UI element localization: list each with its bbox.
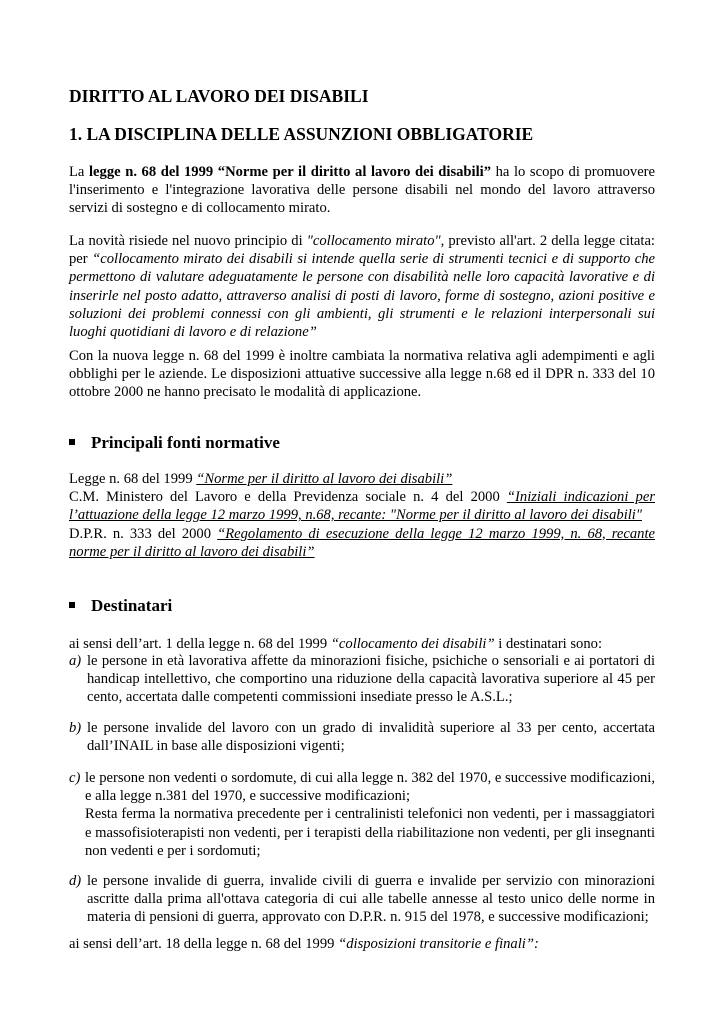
list-item	[69, 872, 655, 927]
paragraph-collocamento	[69, 232, 655, 341]
fonte-item	[69, 488, 655, 524]
section-label: Destinatari	[91, 596, 173, 615]
list-text: le persone in età lavorativa affette da minorazioni fisiche, psichiche o sensoriali e ai portatori di handicap intellettivo, che comportino una riduzione della capacità lavorativa superiore al 45 per cento, accertata dalle competenti commissioni insediate presso le A.S.L.;	[87, 653, 655, 706]
section-fonti-heading	[69, 433, 280, 453]
list-item	[69, 652, 655, 707]
list-marker: b)	[69, 720, 82, 736]
list-marker: c)	[69, 770, 81, 786]
fonte-item	[69, 470, 655, 488]
list-text: le persone invalide di guerra, invalide civili di guerra e invalide per servizio con minorazioni ascritte dalla prima all'ottava categoria di cui alle tabelle annesse al testo unico delle norme in materia di pensioni di guerra, approvato con D.P.R. n. 915 del 1978, e successive modificazioni;	[87, 873, 655, 926]
list-text: le persone non vedenti o sordomute, di cui alla legge n. 382 del 1970, e successive modificazioni, e alla legge n.381 del 1970, e successive modificazioni;	[85, 770, 655, 805]
fonte-label: Legge n. 68 del 1999	[69, 471, 197, 487]
final-paragraph	[69, 935, 655, 953]
fonte-link[interactable]: “Norme per il diritto al lavoro dei disabili”	[196, 471, 453, 487]
text-span: i destinatari sono:	[494, 636, 603, 652]
text-span: ha lo scopo di promuovere l'inserimento e l'integrazione lavorativa delle persone disabili nel mondo del lavoro attraverso servizi di sostegno e di collocamento mirato.	[69, 164, 656, 217]
italic-term: "collocamento mirato",	[306, 233, 445, 249]
document-title: DIRITTO AL LAVORO DEI DISABILI	[69, 86, 369, 106]
italic-term: “disposizioni transitorie e finali”:	[338, 936, 539, 952]
bullet-square-icon	[69, 602, 75, 608]
paragraph-normativa: Con la nuova legge n. 68 del 1999 è inoltre cambiata la normativa relativa agli adempimenti e agli obblighi per le aziende. Le disposizioni attuative successive alla legge n.68 ed il DPR n. 333 del 10 ottobre 2000 ne hanno precisato le modalità di applicazione.	[69, 348, 655, 401]
text-span: ai sensi dell’art. 1 della legge n. 68 del 1999	[69, 636, 331, 652]
list-marker: d)	[69, 873, 82, 889]
list-item	[69, 769, 655, 860]
fonte-item	[69, 525, 655, 561]
bullet-square-icon	[69, 439, 75, 445]
list-marker: a)	[69, 653, 82, 669]
italic-term: “collocamento dei disabili”	[330, 636, 495, 652]
text-span: previsto all'art. 2 della legge citata: per	[69, 233, 655, 268]
list-text: le persone invalide del lavoro con un grado di invalidità superiore al 33 per cento, accertata dall’INAIL in base alle disposizioni vigenti;	[87, 720, 655, 755]
text-span: La novità risiede nel nuovo principio di	[69, 233, 307, 249]
fonte-link[interactable]: “Iniziali indicazioni per l’attuazione della legge 12 marzo 1999, n.68, recante: "Norme per il diritto al lavoro dei disabili"	[69, 489, 655, 524]
section-heading: 1. LA DISCIPLINA DELLE ASSUNZIONI OBBLIGATORIE	[69, 124, 534, 144]
section-destinatari-heading	[69, 596, 172, 616]
fonte-label: C.M. Ministero del Lavoro e della Previdenza sociale n. 4 del 2000	[69, 489, 507, 506]
fonte-label: D.P.R. n. 333 del 2000	[69, 525, 218, 542]
section-label: Principali fonti normative	[91, 433, 280, 452]
destinatari-intro	[69, 635, 655, 653]
list-text-extra: Resta ferma la normativa precedente per i centralinisti telefonici non vedenti, per i massaggiatori e massofisioterapisti non vedenti, per i terapisti della riabilitazione non vedenti, per gli insegnanti non vedenti e per i sordomuti;	[85, 806, 655, 859]
text-span: ai sensi dell’art. 18 della legge n. 68 del 1999	[69, 936, 339, 952]
paragraph-intro	[69, 163, 655, 218]
law-reference: legge n. 68 del 1999 “Norme per il diritto al lavoro dei disabili”	[89, 164, 491, 180]
text-span: La	[69, 164, 89, 180]
italic-quote: “collocamento mirato dei disabili si intende quella serie di strumenti tecnici e di supporto che permettono di valutare adeguatamente le persone con disabilità nelle loro capacità lavorative e di inserirle nel posto adatto, attraverso analisi di posti di lavoro, forme di sostegno, azioni positive e soluzioni dei problemi connessi con gli ambienti, gli strumenti e le relazioni interpersonali sui luoghi quotidiani di lavoro e di relazione”	[69, 251, 655, 341]
fonti-list	[69, 470, 655, 561]
list-item	[69, 719, 655, 755]
fonte-link[interactable]: “Regolamento di esecuzione della legge 12 marzo 1999, n. 68, recante norme per il diritto al lavoro dei disabili”	[69, 525, 656, 560]
